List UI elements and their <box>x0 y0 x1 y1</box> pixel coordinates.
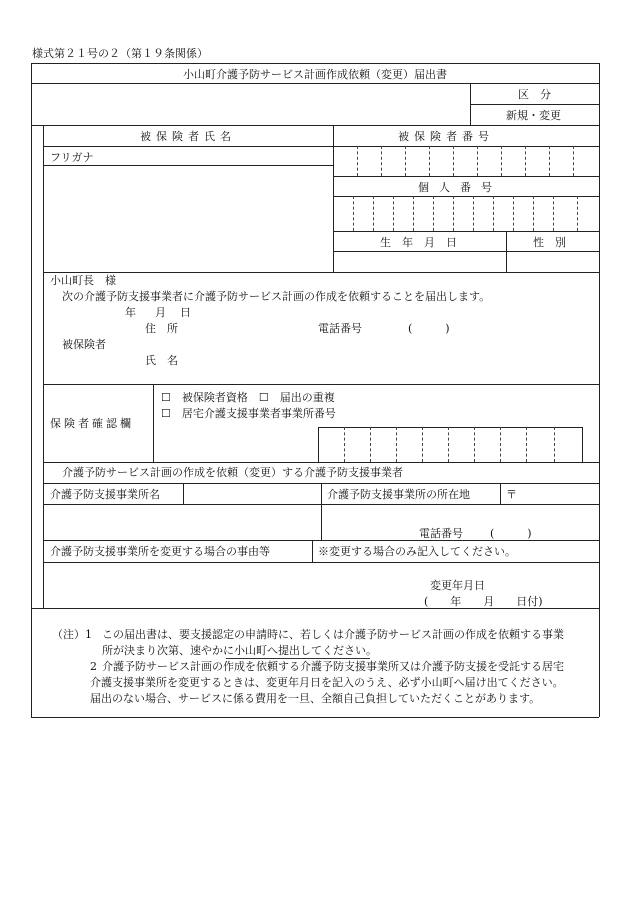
phone-label: 電話番号 <box>318 322 362 335</box>
note-2-line-2: 介護支援事業所を変更するときは、変更年月日を記入のうえ、必ず小山町へ届け出てください。 <box>90 676 564 689</box>
note-1-line-2: 所が決まり次第、速やかに小山町へ提出してください。 <box>102 644 377 657</box>
form-title: 小山町介護予防サービス計画作成依頼（変更）届出書 <box>183 68 447 81</box>
note-2-number: 2 <box>90 660 97 673</box>
addressee: 小山町長 様 <box>50 274 116 287</box>
insurer-check-option[interactable]: ☐ 居宅介護支援事業者事業所番号 <box>161 407 336 420</box>
kubun-value: 新規・変更 <box>506 109 561 122</box>
address-label: 住 所 <box>145 322 178 335</box>
note-2-line-1: 介護予防サービス計画の作成を依頼する介護予防支援事業所又は介護予防支援を受託する居宅 <box>102 660 564 673</box>
change-note: ※変更する場合のみ記入してください。 <box>318 545 516 558</box>
date-day: 日 <box>180 306 191 319</box>
note-underline <box>226 658 370 659</box>
insured-name-header: 被保険者氏名 <box>140 130 236 143</box>
date-year: 年 <box>125 306 136 319</box>
note-1-line-1: この届出書は、要支援認定の申請時に、若しくは介護予防サービス計画の作成を依頼する事業 <box>102 628 564 641</box>
kojin-number-header: 個人番号 <box>418 181 502 194</box>
postal-mark: 〒 <box>506 488 517 501</box>
sex-header: 性 別 <box>533 236 566 249</box>
furigana-label: フリガナ <box>50 151 94 164</box>
insured-label: 被保険者 <box>62 338 106 351</box>
birth-date-header: 生 年 月 日 <box>380 236 457 249</box>
insurer-check-label: 保険者確認欄 <box>50 417 134 430</box>
provider-section-header: 介護予防サービス計画の作成を依頼（変更）する介護予防支援事業者 <box>62 466 403 479</box>
provider-address-label: 介護予防支援事業所の所在地 <box>327 488 470 501</box>
note-2-line-3: 届出のない場合、サービスに係る費用を一旦、全額自己負担していただくことがあります。 <box>90 692 541 705</box>
declaration-statement: 次の介護予防支援事業者に介護予防サービス計画の作成を依頼することを届出します。 <box>62 290 491 303</box>
provider-name-label: 介護予防支援事業所名 <box>50 488 160 501</box>
insured-number-header: 被保険者番号 <box>398 130 494 143</box>
notes-prefix: （注）1 <box>52 628 92 641</box>
provider-phone-paren: ( ) <box>490 527 532 540</box>
change-date-label: 変更年月日 <box>430 579 485 592</box>
kubun-label: 区 分 <box>518 88 551 101</box>
date-month: 月 <box>155 306 166 319</box>
change-date-format: ( 年 月 日付) <box>424 595 543 608</box>
form-code: 様式第２１号の２（第１９条関係） <box>32 47 208 60</box>
name-label: 氏 名 <box>145 354 178 367</box>
phone-paren: ( ) <box>408 322 450 335</box>
change-reason-label: 介護予防支援事業所を変更する場合の事由等 <box>50 545 270 558</box>
provider-phone-label: 電話番号 <box>419 527 463 540</box>
insurer-check-option[interactable]: ☐ 被保険者資格 ☐ 届出の重複 <box>161 391 335 404</box>
